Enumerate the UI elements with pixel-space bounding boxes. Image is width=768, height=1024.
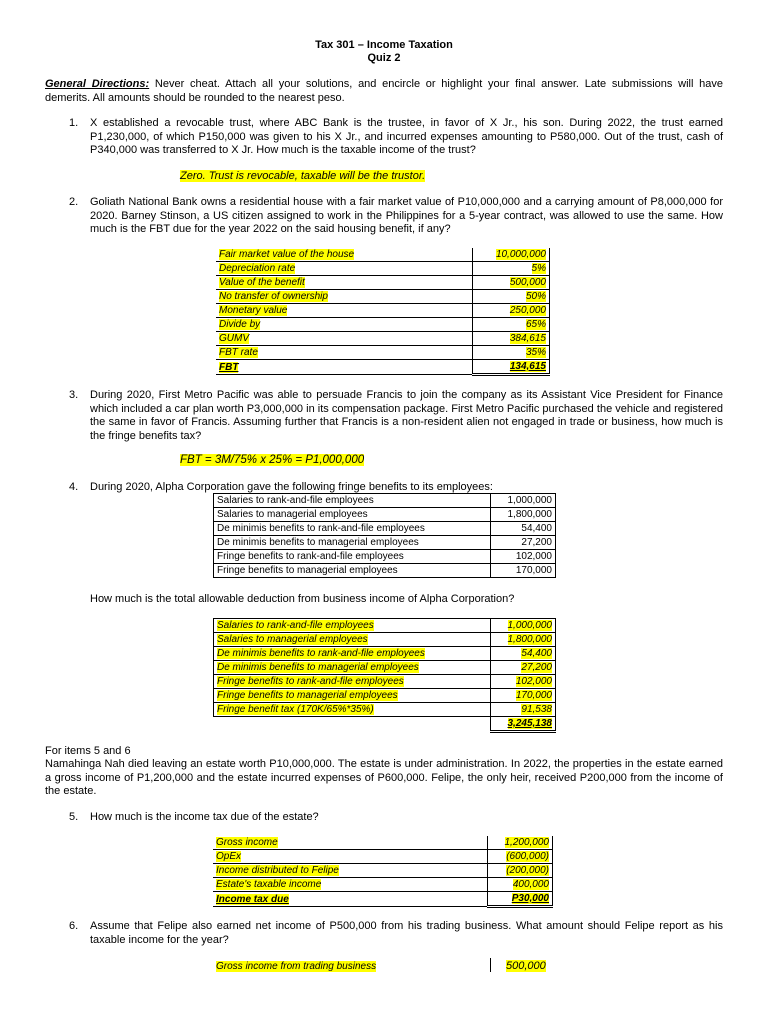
row-label: De minimis benefits to managerial employees [214, 661, 491, 675]
row-value: 1,800,000 [491, 633, 556, 647]
directions-text: Never cheat. Attach all your solutions, and encircle or highlight your final answer. Late submissions will have demerits. All amounts should be rounded to the nearest peso. [45, 78, 723, 104]
table-row [214, 703, 556, 717]
table-row [214, 522, 556, 536]
table-row [216, 276, 550, 290]
table-row [216, 318, 550, 332]
row-label: Income distributed to Felipe [213, 864, 488, 878]
row-label: Fringe benefit tax (170K/65%*35%) [214, 703, 491, 717]
row-label: Fringe benefits to rank-and-file employees [214, 550, 491, 564]
table-row [214, 633, 556, 647]
row-label: Fair market value of the house [216, 248, 473, 262]
row-value: 102,000 [491, 675, 556, 689]
row-label: Monetary value [216, 304, 473, 318]
row-value: 5% [473, 262, 550, 276]
q6-row-divider [490, 958, 491, 972]
q2-fbt-table [216, 248, 550, 376]
row-value: 65% [473, 318, 550, 332]
row-label: De minimis benefits to rank-and-file employees [214, 647, 491, 661]
q5-text: How much is the income tax due of the estate? [90, 811, 319, 823]
row-label: Estate's taxable income [213, 878, 488, 892]
row-value: 10,000,000 [473, 248, 550, 262]
row-value: 50% [473, 290, 550, 304]
table-row [213, 864, 553, 878]
q6-row-label: Gross income from trading business [216, 961, 377, 972]
table-row [214, 619, 556, 633]
table-row [216, 248, 550, 262]
table-row [214, 647, 556, 661]
row-value: 91,538 [491, 703, 556, 717]
table-row [216, 332, 550, 346]
q3-text: During 2020, First Metro Pacific was able to persuade Francis to join the company as its Assistant Vice President for Finance which included a car plan worth P3,000,000 in its compensation package. First Metro Pacific purchased the vehicle and registered the same in favor of Francis. Assuming further that Francis is a non-resident alien not engaged in trade or business, how much is the fringe benefits tax? [90, 389, 723, 442]
items-5-6-intro: For items 5 and 6 [45, 745, 131, 757]
row-value: 1,200,000 [488, 836, 553, 850]
row-label: Divide by [216, 318, 473, 332]
q3-answer: FBT = 3M/75% x 25% = P1,000,000 [180, 454, 365, 466]
table-row [213, 850, 553, 864]
row-label: Salaries to rank-and-file employees [214, 619, 491, 633]
q4-question: How much is the total allowable deduction from business income of Alpha Corporation? [90, 593, 515, 605]
row-label: Salaries to managerial employees [214, 508, 491, 522]
q2-number: 2. [69, 196, 79, 208]
row-value: 27,200 [491, 536, 556, 550]
row-value: 170,000 [491, 689, 556, 703]
table-row [214, 536, 556, 550]
row-value: P30,000 [488, 892, 553, 907]
q1-number: 1. [69, 117, 79, 129]
table-row [214, 508, 556, 522]
row-label: Gross income [213, 836, 488, 850]
q6-number: 6. [69, 920, 79, 932]
q5-number: 5. [69, 811, 79, 823]
table-row [214, 675, 556, 689]
general-directions [45, 78, 723, 105]
table-row [213, 836, 553, 850]
row-label: Fringe benefits to managerial employees [214, 564, 491, 578]
row-value: 170,000 [491, 564, 556, 578]
row-label: Value of the benefit [216, 276, 473, 290]
document-subtitle: Quiz 2 [367, 52, 401, 64]
row-label: FBT [216, 360, 473, 375]
row-value: 54,400 [491, 647, 556, 661]
row-label: Income tax due [213, 892, 488, 907]
row-value: 384,615 [473, 332, 550, 346]
q4-deduction-table [213, 618, 556, 733]
table-row [214, 550, 556, 564]
row-label: Fringe benefits to managerial employees [214, 689, 491, 703]
row-value: 1,800,000 [491, 508, 556, 522]
row-value: 27,200 [491, 661, 556, 675]
row-value: 134,615 [473, 360, 550, 375]
row-value: 400,000 [488, 878, 553, 892]
total-row [214, 717, 556, 732]
row-value: (200,000) [488, 864, 553, 878]
table-row [214, 661, 556, 675]
row-value: 1,000,000 [491, 619, 556, 633]
table-row [216, 304, 550, 318]
q4-text: During 2020, Alpha Corporation gave the following fringe benefits to its employees: [90, 481, 493, 493]
total-value: 3,245,138 [491, 717, 556, 732]
row-value: (600,000) [488, 850, 553, 864]
row-value: 54,400 [491, 522, 556, 536]
q1-answer: Zero. Trust is revocable, taxable will be the trustor. [180, 170, 426, 182]
row-value: 35% [473, 346, 550, 360]
q2-text: Goliath National Bank owns a residential house with a fair market value of P10,000,000 and a carrying amount of P8,000,000 for 2020. Barney Stinson, a US citizen assigned to work in the Philippines for a 5-year contract, was allowed to use the same. How much is the FBT due for the year 2022 on the said housing benefit, if any? [90, 196, 723, 235]
row-value: 102,000 [491, 550, 556, 564]
q5-estate-table [213, 836, 553, 908]
table-row [216, 262, 550, 276]
row-label: GUMV [216, 332, 473, 346]
q6-row-value: 500,000 [506, 960, 546, 972]
row-value: 250,000 [473, 304, 550, 318]
q1-text: X established a revocable trust, where ABC Bank is the trustee, in favor of X Jr., his son. During 2022, the trust earned P1,230,000, of which P150,000 was given to his X Jr., and incurred expenses amounting to P580,000. Out of the trust, cash of P340,000 was transferred to X Jr. How much is the taxable income of the trust? [90, 117, 723, 156]
document-title: Tax 301 – Income Taxation [315, 39, 453, 51]
row-label: De minimis benefits to rank-and-file employees [214, 522, 491, 536]
items-5-6-text: Namahinga Nah died leaving an estate worth P10,000,000. The estate is under administration. In 2022, the properties in the estate earned a gross income of P1,200,000 and the estate incurred expenses of P600,000. Felipe, the only heir, received P200,000 from the income of the estate. [45, 758, 723, 797]
table-row [213, 878, 553, 892]
q6-text: Assume that Felipe also earned net income of P500,000 from his trading business. What amount should Felipe report as his taxable income for the year? [90, 920, 723, 946]
table-row [216, 346, 550, 360]
table-row [214, 494, 556, 508]
row-label: Salaries to managerial employees [214, 633, 491, 647]
row-label: Depreciation rate [216, 262, 473, 276]
row-value: 1,000,000 [491, 494, 556, 508]
table-row [213, 892, 553, 907]
q4-number: 4. [69, 481, 79, 493]
table-row [214, 564, 556, 578]
row-label: FBT rate [216, 346, 473, 360]
row-label: OpEx [213, 850, 488, 864]
q3-number: 3. [69, 389, 79, 401]
row-value: 500,000 [473, 276, 550, 290]
directions-label: General Directions: [45, 78, 150, 90]
table-row [216, 360, 550, 375]
row-label: No transfer of ownership [216, 290, 473, 304]
total-label-cell [214, 717, 491, 732]
q4-given-table [213, 493, 556, 578]
table-row [214, 689, 556, 703]
row-label: De minimis benefits to managerial employees [214, 536, 491, 550]
row-label: Fringe benefits to rank-and-file employees [214, 675, 491, 689]
table-row [216, 290, 550, 304]
row-label: Salaries to rank-and-file employees [214, 494, 491, 508]
